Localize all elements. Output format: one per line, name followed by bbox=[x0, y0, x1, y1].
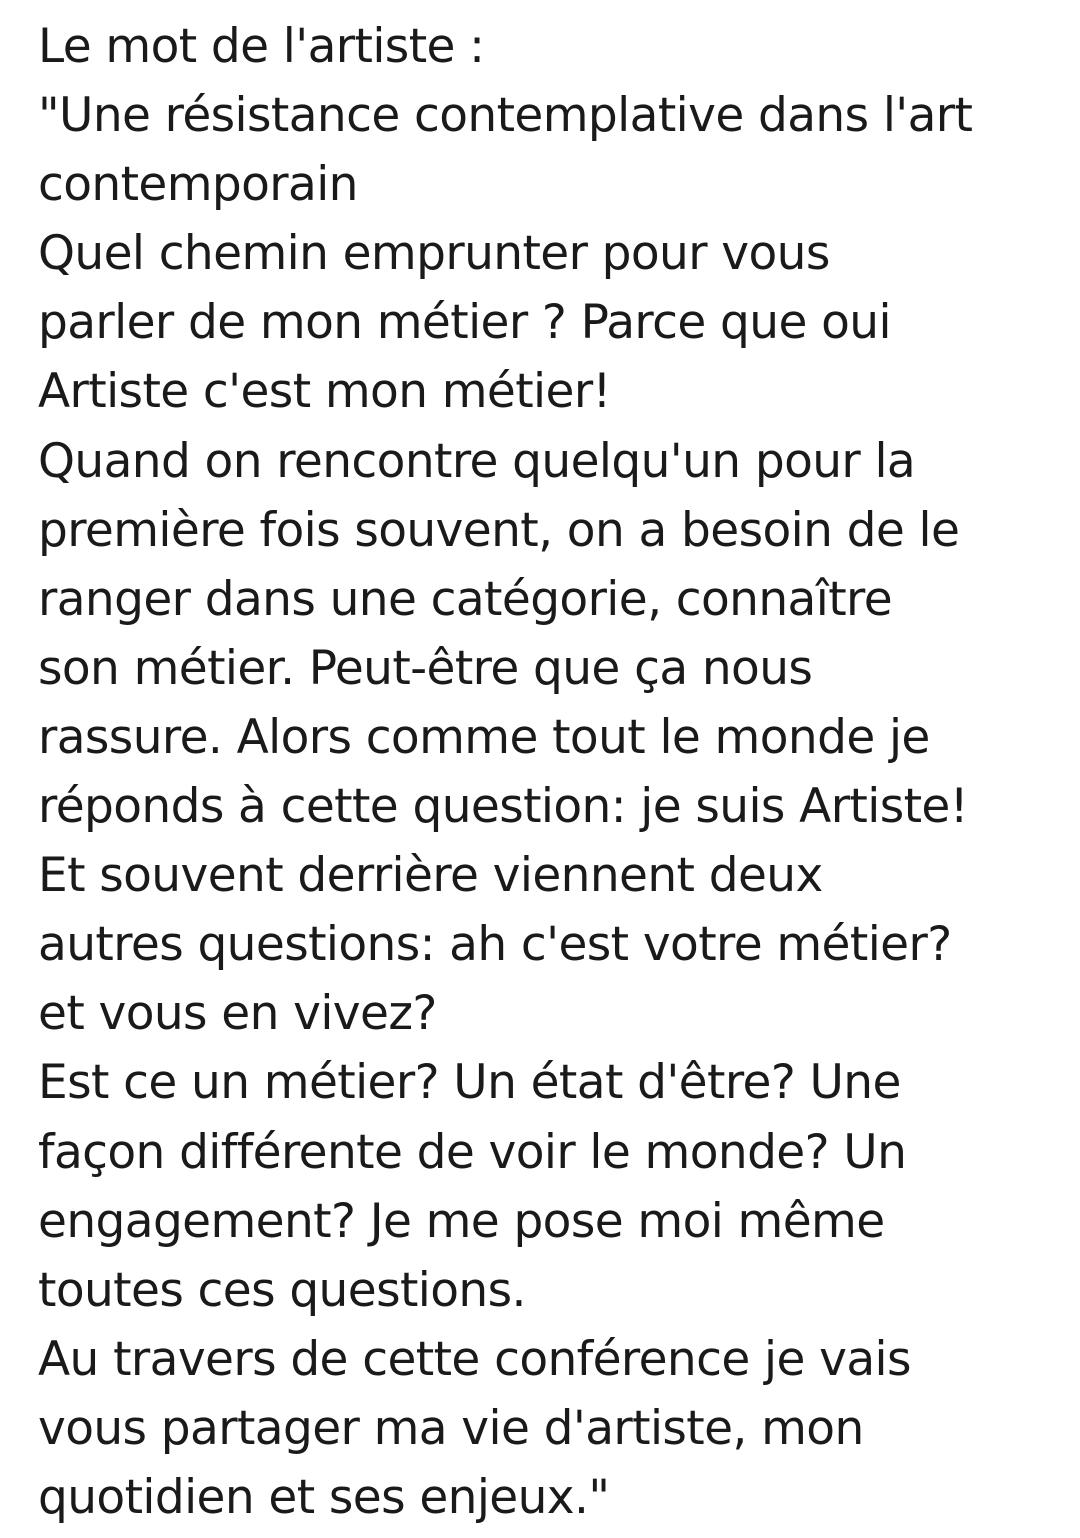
text-line: Et souvent derrière viennent deux bbox=[38, 848, 823, 904]
text-line: ranger dans une catégorie, connaître bbox=[38, 571, 893, 627]
text-line: parler de mon métier ? Parce que oui bbox=[38, 295, 891, 351]
text-line: Artiste c'est mon métier! bbox=[38, 364, 611, 420]
text-line: autres questions: ah c'est votre métier? bbox=[38, 917, 952, 973]
text-line: quotidien et ses enjeux." bbox=[38, 1469, 610, 1525]
text-line: Est ce un métier? Un état d'être? Une bbox=[38, 1055, 901, 1111]
text-line: réponds à cette question: je suis Artiste! bbox=[38, 779, 968, 835]
text-line: contemporain bbox=[38, 157, 358, 213]
text-line: façon différente de voir le monde? Un bbox=[38, 1124, 907, 1180]
text-line: Au travers de cette conférence je vais bbox=[38, 1331, 911, 1387]
text-line: "Une résistance contemplative dans l'art bbox=[38, 88, 973, 144]
text-line: vous partager ma vie d'artiste, mon bbox=[38, 1400, 864, 1456]
text-line: et vous en vivez? bbox=[38, 986, 437, 1042]
text-line: première fois souvent, on a besoin de le bbox=[38, 502, 960, 558]
text-line: son métier. Peut-être que ça nous bbox=[38, 640, 813, 696]
text-line: engagement? Je me pose moi même bbox=[38, 1193, 885, 1249]
document-text bbox=[38, 12, 1058, 1532]
text-line-heading: Le mot de l'artiste : bbox=[38, 19, 485, 74]
text-line: rassure. Alors comme tout le monde je bbox=[38, 709, 930, 765]
text-line: Quel chemin emprunter pour vous bbox=[38, 226, 830, 282]
text-line: Quand on rencontre quelqu'un pour la bbox=[38, 433, 916, 489]
text-line: toutes ces questions. bbox=[38, 1262, 526, 1318]
